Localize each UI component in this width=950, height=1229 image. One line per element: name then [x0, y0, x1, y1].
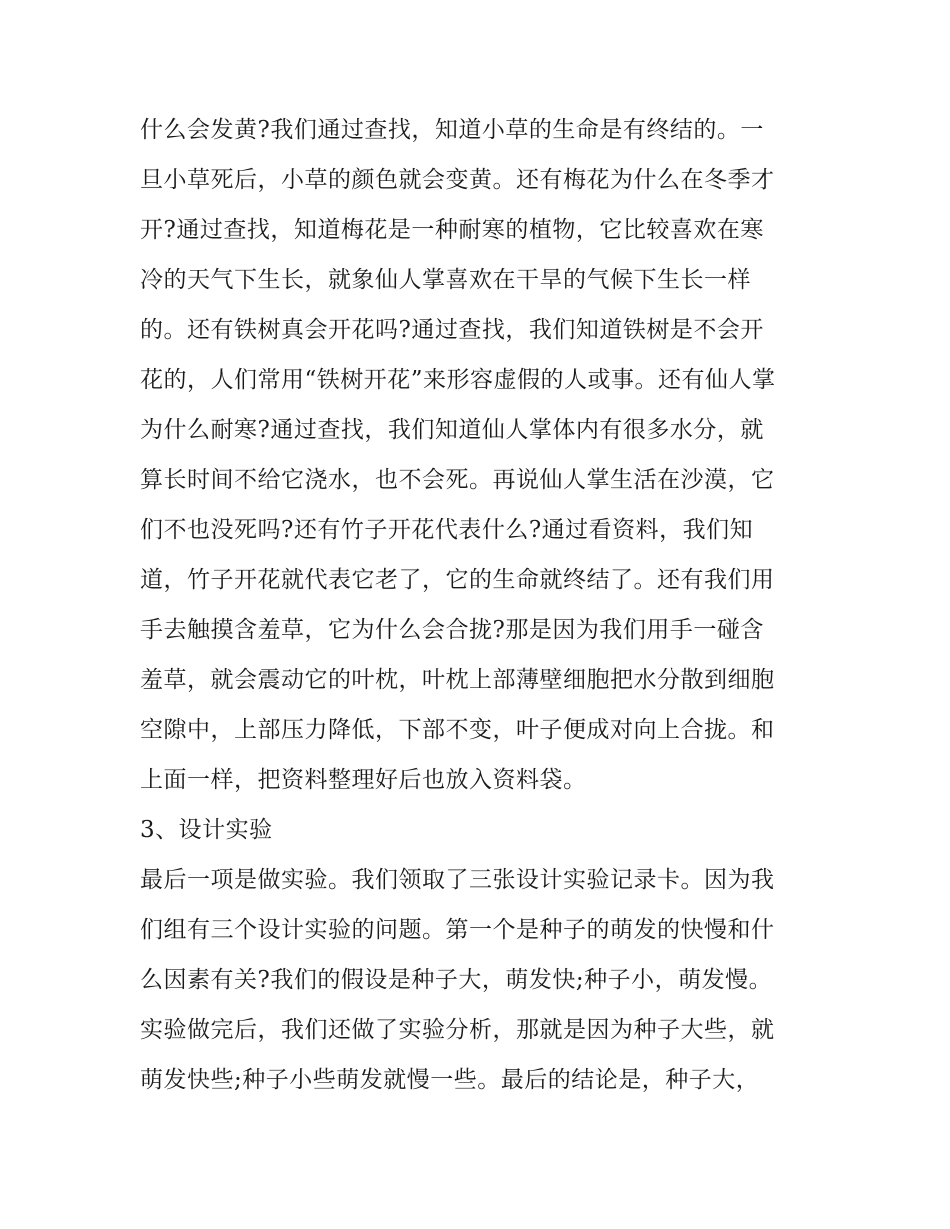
text-line: 的。还有铁树真会开花吗?通过查找，我们知道铁树是不会开 — [140, 317, 764, 343]
section-heading: 3、设计实验 — [140, 817, 273, 843]
text-line: 为什么耐寒?通过查找，我们知道仙人掌体内有很多水分，就 — [140, 417, 764, 443]
text-line: 们不也没死吗?还有竹子开花代表什么?通过看资料，我们知 — [140, 517, 754, 543]
text-line: 花的，人们常用“铁树开花”来形容虚假的人或事。还有仙人掌 — [140, 367, 776, 393]
text-line: 手去触摸含羞草，它为什么会合拢?那是因为我们用手一碰含 — [140, 617, 764, 643]
text-line: 什么会发黄?我们通过查找，知道小草的生命是有终结的。一 — [140, 117, 764, 143]
text-line: 么因素有关?我们的假设是种子大，萌发快;种子小，萌发慢。 — [140, 967, 773, 993]
text-line: 实验做完后，我们还做了实验分析，那就是因为种子大些，就 — [140, 1017, 775, 1043]
text-line: 算长时间不给它浇水，也不会死。再说仙人掌生活在沙漠，它 — [140, 467, 775, 493]
text-line: 开?通过查找，知道梅花是一种耐寒的植物，它比较喜欢在寒 — [140, 217, 764, 243]
text-line: 最后一项是做实验。我们领取了三张设计实验记录卡。因为我 — [140, 867, 775, 893]
text-line: 羞草，就会震动它的叶枕，叶枕上部薄壁细胞把水分散到细胞 — [140, 667, 775, 693]
text-line: 冷的天气下生长，就象仙人掌喜欢在干旱的气候下生长一样 — [140, 267, 751, 293]
text-line: 上面一样，把资料整理好后也放入资料袋。 — [140, 767, 587, 793]
text-line: 旦小草死后，小草的颜色就会变黄。还有梅花为什么在冬季才 — [140, 167, 775, 193]
text-line: 道，竹子开花就代表它老了，它的生命就终结了。还有我们用 — [140, 567, 775, 593]
text-line: 空隙中，上部压力降低，下部不变，叶子便成对向上合拢。和 — [140, 717, 775, 743]
text-line: 萌发快些;种子小些萌发就慢一些。最后的结论是，种子大， — [140, 1067, 760, 1093]
text-line: 们组有三个设计实验的问题。第一个是种子的萌发的快慢和什 — [140, 917, 775, 943]
